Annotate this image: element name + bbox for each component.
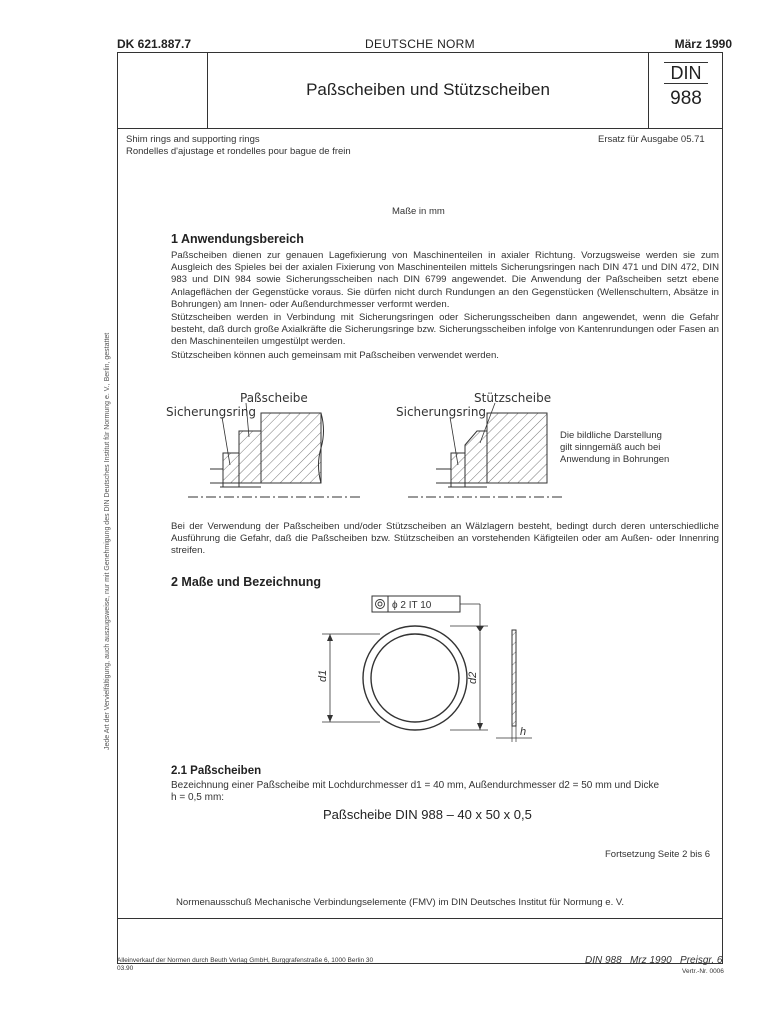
d2-label: d2 [467,671,479,684]
title-french: Rondelles d'ajustage et rondelles pour bague de frein [126,146,351,157]
din-designation [649,52,723,128]
dimension-arrow [327,634,333,641]
label-retaining-ring: Sicherungsring [166,405,257,419]
footer-rule [117,918,723,919]
footer-line: Alleinverkauf der Normen durch Beuth Verlag GmbH, Burggrafenstraße 6, 1000 Berlin 30 [117,957,374,964]
figure-note-line: Die bildliche Darstellung [560,430,662,441]
designation-example: Paßscheibe DIN 988 – 40 x 50 x 0,5 [323,807,532,822]
retaining-ring-shape [451,453,465,483]
din-number: 988 [670,88,702,109]
tolerance-value: ϕ 2 IT 10 [392,600,432,611]
title-english: Shim rings and supporting rings [126,134,260,145]
retaining-ring-shape [223,453,239,483]
footer-reference: DIN 988 Mrz 1990 Preisgr. 6 [585,955,723,966]
footer-vertr: Vertr.-Nr. 0006 [682,968,724,975]
figure-assembly-sections [150,385,570,510]
inner-diameter-circle [371,634,459,722]
section-1-heading: 1 Anwendungsbereich [171,232,304,246]
datum-arrow [476,626,484,632]
bearing-note: Bei der Verwendung der Paßscheiben und/oder Stützscheiben an Wälzlagern besteht, bedingt durch deren unterschiedliche Ausführung die Gefahr, daß die Paßscheiben bzw. Stützscheiben an vorstehenden Käfigteilen oder am Außen- oder Innenring streifen. [171,521,719,557]
left-section-drawing [166,391,362,497]
page-title: Paßscheiben und Stützscheiben [306,80,550,99]
d1-label: d1 [317,669,329,682]
issue-date: März 1990 [674,37,732,51]
machine-part-shape [487,413,547,483]
figure-note-line: gilt sinngemäß auch bei [560,442,661,453]
din-logo: DIN [664,62,708,84]
h-label: h [520,726,527,738]
text-line: h = 0,5 mm: [171,792,225,804]
footer-sales-note [117,957,373,973]
machine-part-shape [261,413,321,483]
section-2-heading: 2 Maße und Bezeichnung [171,575,322,589]
committee-note: Normenausschuß Mechanische Verbindungselemente (FMV) im DIN Deutsches Institut für Normung e. V. [176,897,625,908]
right-section-drawing [396,391,562,497]
paragraph: Paßscheiben dienen zur genauen Lagefixierung von Maschinenteilen in axialer Richtung. Vorzugsweise werden sie zum Ausgleich des Spieles bei der axialen Fixierung von Maschinenteilen mittels Sicherungsringen nach DIN 471 und DIN 472, DIN 983 und DIN 984 sowie Sicherungsscheiben nach DIN 6799 angewendet. Die Anwendung der Paßscheiben setzt ebene Anlageflächen der Gegenstücke voraus. Sie dürfen nicht durch Rundungen an den Gegenstücken (Wellenschultern, Absätze in Bohrungen) am Innen- oder Außendurchmesser verformt werden. [171,250,719,310]
support-ring-shape [465,431,487,483]
paragraph: Stützscheiben können auch gemeinsam mit Paßscheiben verwendet werden. [171,349,499,361]
shim-side-view [512,630,516,726]
dimension-arrow [477,723,483,730]
label-support-ring: Stützscheibe [474,391,552,405]
document-number: DK 621.887.7 [117,37,192,51]
title-bottom-rule [117,128,723,129]
figure-note-line: Anwendung in Bohrungen [560,454,670,465]
concentricity-icon [376,600,385,609]
label-shim: Paßscheibe [240,391,308,405]
shim-ring-shape [239,431,261,483]
footer-line: 03.90 [117,965,134,972]
section-2-1-heading: 2.1 Paßscheiben [171,765,262,777]
concentricity-icon-inner [378,602,382,606]
text-line: Bezeichnung einer Paßscheibe mit Lochdurchmesser d1 = 40 mm, Außendurchmesser d2 = 50 mm und Dicke [171,780,660,791]
designation-description [171,780,719,804]
continuation-note: Fortsetzung Seite 2 bis 6 [605,849,711,860]
paragraph: Stützscheiben werden in Verbindung mit Sicherungsringen oder Sicherungsscheiben dann angewendet, wenn die Gefahr besteht, daß durch große Axialkräfte die Sicherungsringe bzw. Sicherungsscheiben infolge von Kantenrundungen oder Fasen an den Maschinenteilen umgestülpt werden. [171,312,719,348]
dimension-arrow [327,715,333,722]
norm-type: DEUTSCHE NORM [365,37,475,51]
figure-note [560,430,669,466]
figure-shim-dimensions [300,590,540,750]
units-note: Maße in mm [392,206,445,217]
section-1-text [171,250,719,363]
replacement-note: Ersatz für Ausgabe 05.71 [598,134,705,145]
outer-diameter-circle [363,626,467,730]
copyright-side-note: Jede Art der Vervielfältigung, auch auszugsweise, nur mit Genehmigung des DIN Deutsches Institut für Normung e. V., Berlin, gestattet [104,332,111,750]
label-retaining-ring: Sicherungsring [396,405,487,419]
